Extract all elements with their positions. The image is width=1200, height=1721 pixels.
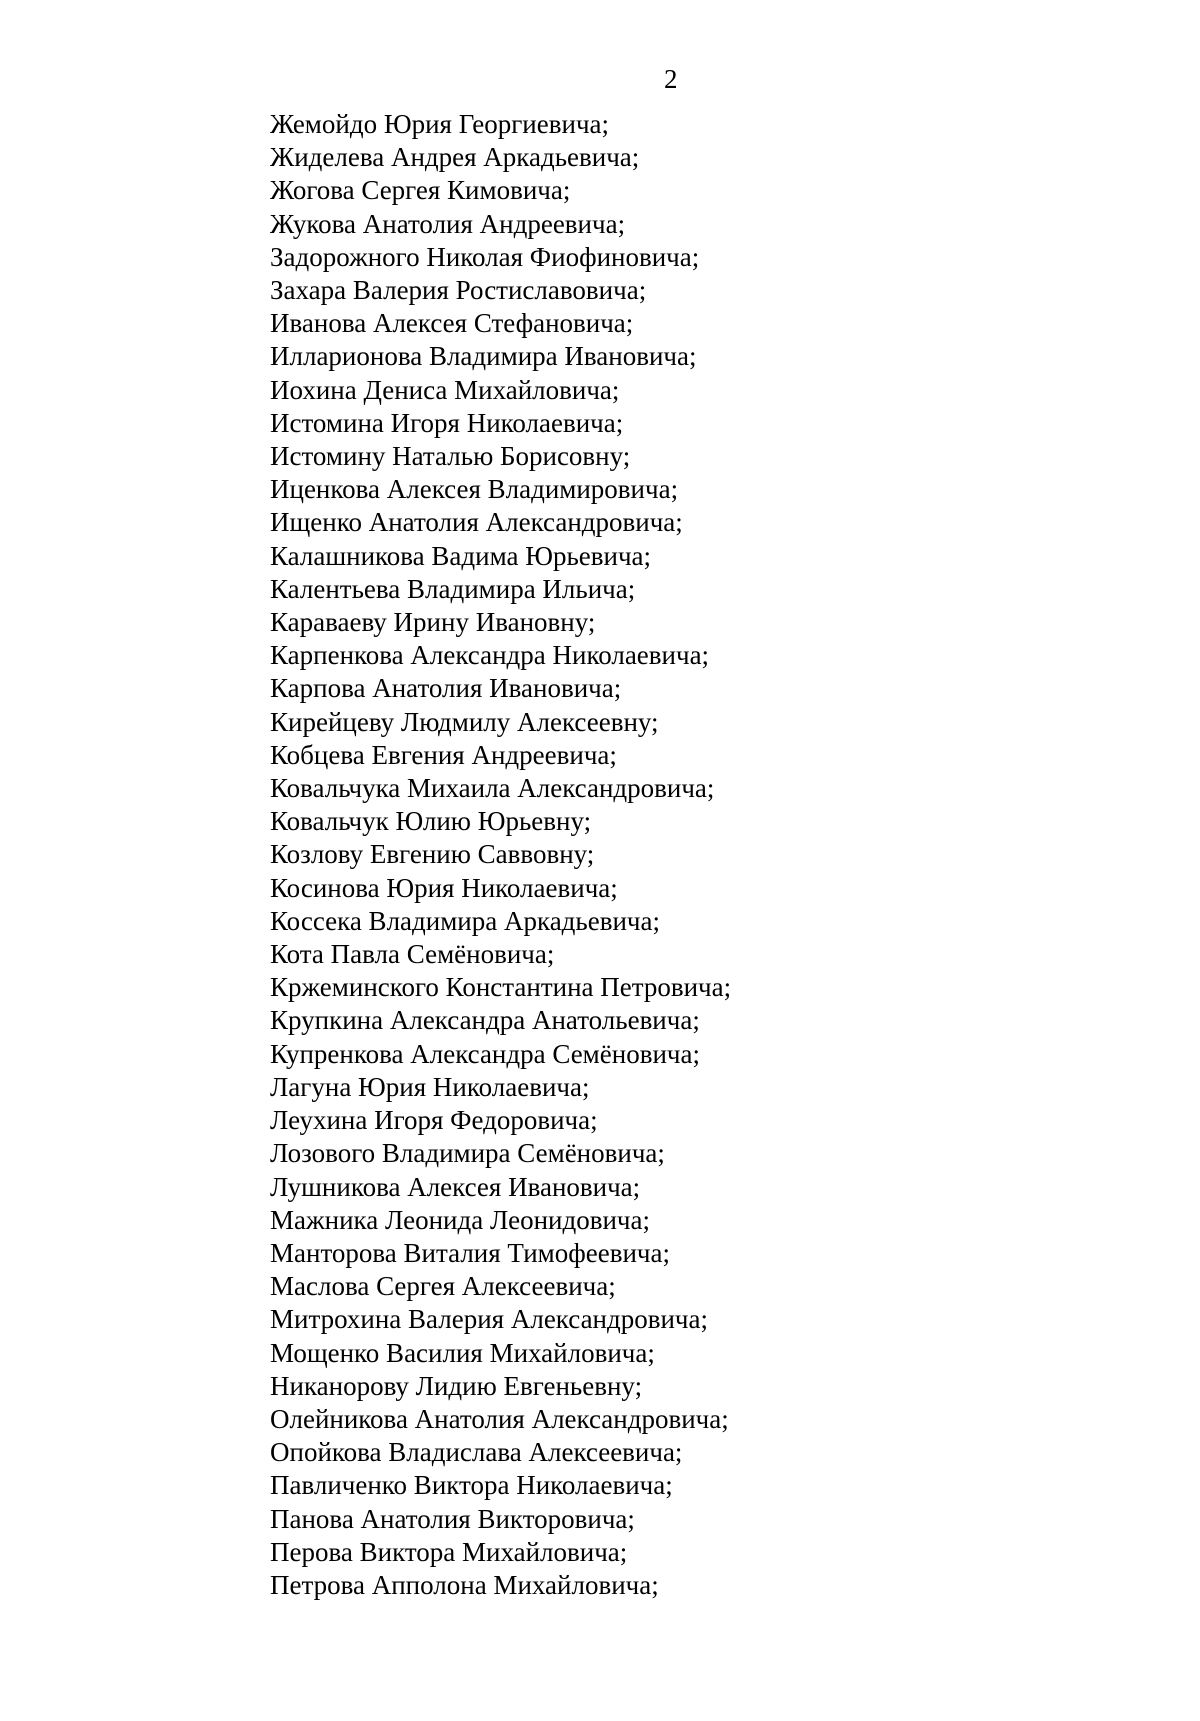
list-item: Петрова Апполона Михайловича; (270, 1569, 659, 1600)
list-item: Манторова Виталия Тимофеевича; (270, 1237, 670, 1268)
list-item: Иванова Алексея Стефановича; (270, 308, 634, 339)
list-item: Лушникова Алексея Ивановича; (270, 1171, 641, 1202)
list-item: Мощенко Василия Михайловича; (270, 1337, 655, 1368)
list-item: Кота Павла Семёновича; (270, 939, 555, 970)
name-list (270, 108, 731, 1602)
list-item: Митрохина Валерия Александровича; (270, 1304, 708, 1335)
list-item: Лагуна Юрия Николаевича; (270, 1071, 590, 1102)
list-item: Козлову Евгению Саввовну; (270, 839, 595, 870)
list-item: Павличенко Виктора Николаевича; (270, 1470, 673, 1501)
list-item: Купренкова Александра Семёновича; (270, 1038, 700, 1069)
list-item: Истомина Игоря Николаевича; (270, 407, 624, 438)
list-item: Лозового Владимира Семёновича; (270, 1138, 665, 1169)
list-item: Жиделева Андрея Аркадьевича; (270, 142, 640, 173)
list-item: Карпова Анатолия Ивановича; (270, 673, 622, 704)
list-item: Мажника Леонида Леонидовича; (270, 1204, 650, 1235)
list-item: Захара Валерия Ростиславовича; (270, 275, 647, 306)
list-item: Перова Виктора Михайловича; (270, 1536, 628, 1567)
list-item: Калашникова Вадима Юрьевича; (270, 540, 652, 571)
list-item: Жукова Анатолия Андреевича; (270, 208, 626, 239)
list-item: Карпенкова Александра Николаевича; (270, 640, 710, 671)
list-item: Опойкова Владислава Алексеевича; (270, 1437, 683, 1468)
list-item: Косинова Юрия Николаевича; (270, 872, 618, 903)
list-item: Иценкова Алексея Владимировича; (270, 474, 679, 505)
page-number: 2 (664, 64, 678, 94)
list-item: Калентьева Владимира Ильича; (270, 573, 636, 604)
list-item: Крупкина Александра Анатольевича; (270, 1005, 700, 1036)
list-item: Ищенко Анатолия Александровича; (270, 507, 683, 538)
list-item: Кржеминского Константина Петровича; (270, 972, 732, 1003)
list-item: Ковальчука Михаила Александровича; (270, 773, 715, 804)
list-item: Истомину Наталью Борисовну; (270, 441, 631, 472)
list-item: Караваеву Ирину Ивановну; (270, 607, 596, 638)
list-item: Кирейцеву Людмилу Алексеевну; (270, 706, 659, 737)
list-item: Жогова Сергея Кимовича; (270, 175, 571, 206)
list-item: Коссека Владимира Аркадьевича; (270, 905, 660, 936)
list-item: Иохина Дениса Михайловича; (270, 374, 620, 405)
list-item: Леухина Игоря Федоровича; (270, 1105, 598, 1136)
list-item: Жемойдо Юрия Георгиевича; (270, 109, 610, 139)
list-item: Олейникова Анатолия Александровича; (270, 1403, 729, 1434)
list-item: Панова Анатолия Викторовича; (270, 1503, 635, 1534)
list-item: Никанорову Лидию Евгеньевну; (270, 1370, 643, 1401)
list-item: Задорожного Николая Фиофиновича; (270, 241, 700, 272)
list-item: Илларионова Владимира Ивановича; (270, 341, 697, 372)
list-item: Кобцева Евгения Андреевича; (270, 739, 617, 770)
list-item: Ковальчук Юлию Юрьевну; (270, 806, 592, 837)
list-item: Маслова Сергея Алексеевича; (270, 1271, 616, 1302)
